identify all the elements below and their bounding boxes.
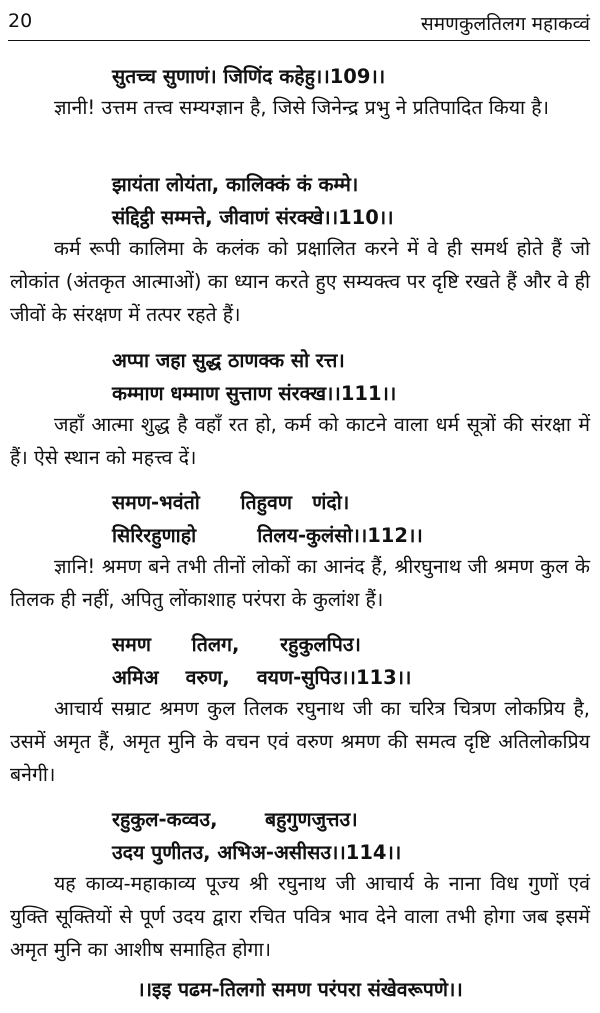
commentary [10,91,590,124]
commentary-text: आचार्य सम्राट श्रमण कुल तिलक रघुनाथ जी का चरित्र चित्रण लोकप्रिय है, उसमें अमृत हैं, अमृत मुनि के वचन एवं वरुण श्रमण की समत्व दृष्टि अतिलोकप्रिय बनेगी। [10,697,590,786]
chapter-colophon: ।।इइ पढम-तिलगो समण परंपरा संखेवरूपणे।। [137,978,463,1001]
page-header [8,10,590,40]
commentary-text: जहाँ आत्मा शुद्ध है वहाँ रत हो, कर्म को काटने वाला धर्म सूत्रों की संरक्षा में हैं। ऐसे स्थान को महत्त्व दें। [10,413,590,469]
verse-line: झायंता लोयंता, कालिक्कं कं कम्मे। [112,173,359,196]
commentary-text: ज्ञानि! श्रमण बने तभी तीनों लोकों का आनंद हैं, श्रीरघुनाथ जी श्रमण कुल के तिलक ही नहीं, अपितु लोंकाशाह परंपरा के कुलांश हैं। [10,555,590,611]
commentary [10,550,590,616]
commentary [10,867,590,966]
verse-line: कम्माण धम्माण सुत्ताण संरक्ख।।111।। [112,382,397,405]
commentary [10,692,590,791]
commentary [10,232,590,331]
verse-line: समण-भवंतो तिहुवण णंदो। [112,491,350,514]
verse-line: रहुकुल-कव्वउ, बहुगुणजुत्तउ। [112,808,358,831]
commentary [10,408,590,474]
page-number: 20 [8,10,33,32]
running-title: समणकुलतिलग महाकव्वं [420,13,590,35]
commentary-text: ज्ञानी! उत्तम तत्त्व सम्यग्ज्ञान है, जिसे जिनेन्द्र प्रभु ने प्रतिपादित किया है। [54,96,550,119]
verse-line: अमिअ वरुण, वयण-सुपिउ।।113।। [112,666,412,689]
verse-line: सुतच्च सुणाणं। जिणिंद कहेहु।।109।। [112,65,386,88]
verse-line: समण तिलग, रहुकुलपिउ। [112,633,361,656]
verse-line: उदय पुणीतउ, अभिअ-असीसउ।।114।। [112,841,402,864]
verse-line: संद्दिट्ठी सम्मत्ते, जीवाणं संरक्खे।।110।। [112,206,394,229]
verse-line: सिरिरहुणाहो तिलय-कुलंसो।।112।। [112,524,423,547]
verse-line: अप्पा जहा सुद्ध ठाणक्क सो रत्त। [112,349,345,372]
commentary-text: कर्म रूपी कालिमा के कलंक को प्रक्षालित करने में वे ही समर्थ होते हैं जो लोकांत (अंतकृत आत्माओं) का ध्यान करते हुए सम्यक्त्व पर दृष्टि रखते हैं और वे ही जीवों के संरक्षण में तत्पर रहते हैं। [10,237,590,326]
header-rule [8,40,590,41]
commentary-text: यह काव्य-महाकाव्य पूज्य श्री रघुनाथ जी आचार्य के नाना विध गुणों एवं युक्ति सूक्तियों से पूर्ण उदय द्वारा रचित पवित्र भाव देने वाला तभी होगा जब इसमें अमृत मुनि का आशीष समाहित होगा। [10,872,590,961]
